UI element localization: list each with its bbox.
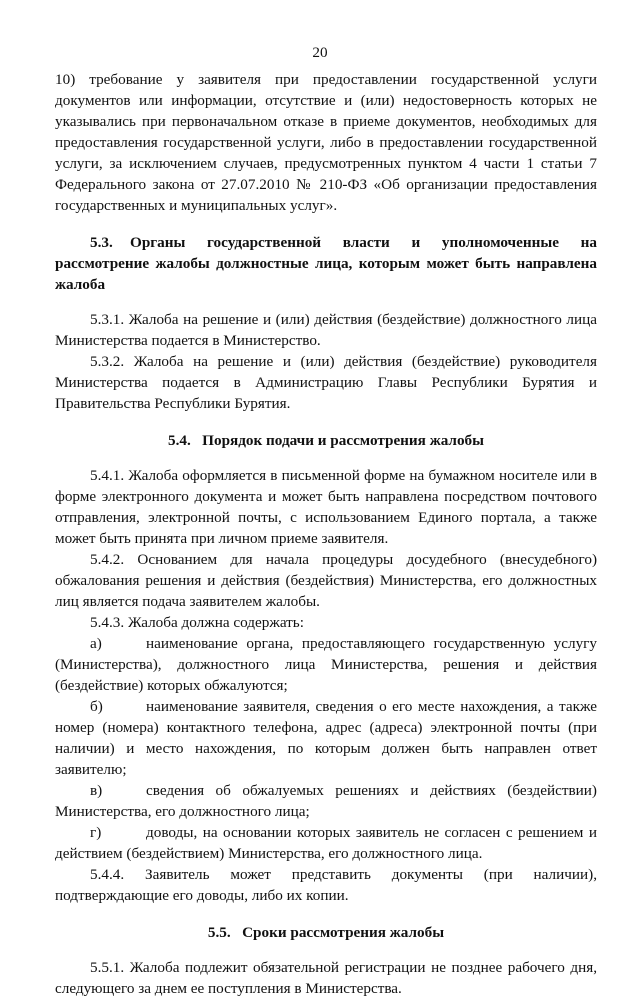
list-label-v: в) [90, 782, 103, 799]
section-5-4-title: Порядок подачи и рассмотрения жалобы [202, 432, 484, 449]
section-5-3-heading [55, 232, 597, 295]
paragraph-5-3-1: 5.3.1. Жалоба на решение и (или) действия (бездействие) должностного лица Министерства подается в Министерство. [55, 311, 597, 349]
list-text-a: наименование органа, предоставляющего государственную услугу (Министерства), должностного лица Министерства, решения и действия (бездействие) которых обжалуются; [55, 635, 597, 694]
list-label-a: а) [90, 635, 102, 652]
section-5-5-heading [55, 922, 597, 943]
section-5-5-title: Сроки рассмотрения жалобы [242, 924, 445, 941]
list-text-b: наименование заявителя, сведения о его месте нахождения, а также номер (номера) контактного телефона, адрес (адреса) электронной почты (при наличии) и место нахождения, по которым должен быть направлен ответ заявителю; [55, 698, 597, 778]
paragraph-5-4-3: 5.4.3. Жалоба должна содержать: [90, 614, 304, 631]
paragraph-5-4-4: 5.4.4. Заявитель может представить документы (при наличии), подтверждающие его доводы, либо их копии. [55, 866, 597, 904]
section-5-3-number: 5.3. [90, 234, 113, 251]
page-number: 20 [312, 44, 328, 61]
paragraph-5-3-2: 5.3.2. Жалоба на решение и (или) действия (бездействие) руководителя Министерства подается в Администрацию Главы Республики Бурятия и Правительства Республики Бурятия. [55, 353, 597, 412]
list-item-v [55, 780, 597, 822]
list-label-g: г) [90, 824, 102, 841]
list-label-b: б) [90, 698, 103, 715]
paragraph-5-4-2: 5.4.2. Основанием для начала процедуры досудебного (внесудебного) обжалования решения и действия (бездействия) Министерства, его должностных лиц является подача заявителем жалобы. [55, 551, 597, 610]
section-5-5-number: 5.5. [207, 924, 231, 941]
list-item-g [55, 822, 597, 864]
section-5-3-title: Органы государственной власти и уполномоченные на рассмотрение жалобы должностные лица, которым может быть направлена жалоба [55, 234, 597, 293]
list-text-v: сведения об обжалуемых решениях и действиях (бездействии) Министерства, его должностного лица; [55, 782, 597, 820]
item-10-paragraph: 10) требование у заявителя при предоставлении государственной услуги документов или информации, отсутствие и (или) недостоверность которых не указывались при первоначальном отказе в приеме документов, необходимых для предоставления государственной услуги, либо в предоставлении государственной услуги, за исключением случаев, предусмотренных пунктом 4 части 1 статьи 7 Федерального закона от 27.07.2010 № 210-ФЗ «Об организации предоставления государственных и муниципальных услуг». [55, 71, 597, 214]
section-5-4-heading [55, 430, 597, 451]
document-body [55, 69, 597, 999]
list-item-b [55, 696, 597, 780]
section-5-4-number: 5.4. [167, 432, 191, 449]
paragraph-5-5-1: 5.5.1. Жалоба подлежит обязательной регистрации не позднее рабочего дня, следующего за днем ее поступления в Министерства. [55, 959, 597, 997]
list-text-g: доводы, на основании которых заявитель не согласен с решением и действием (бездействием) Министерства, его должностного лица. [55, 824, 597, 862]
list-item-a [55, 633, 597, 696]
paragraph-5-4-1: 5.4.1. Жалоба оформляется в письменной форме на бумажном носителе или в форме электронного документа и может быть направлена посредством почтового отправления, электронной почты, с использованием Единого портала, а также может быть принята при личном приеме заявителя. [55, 467, 597, 547]
